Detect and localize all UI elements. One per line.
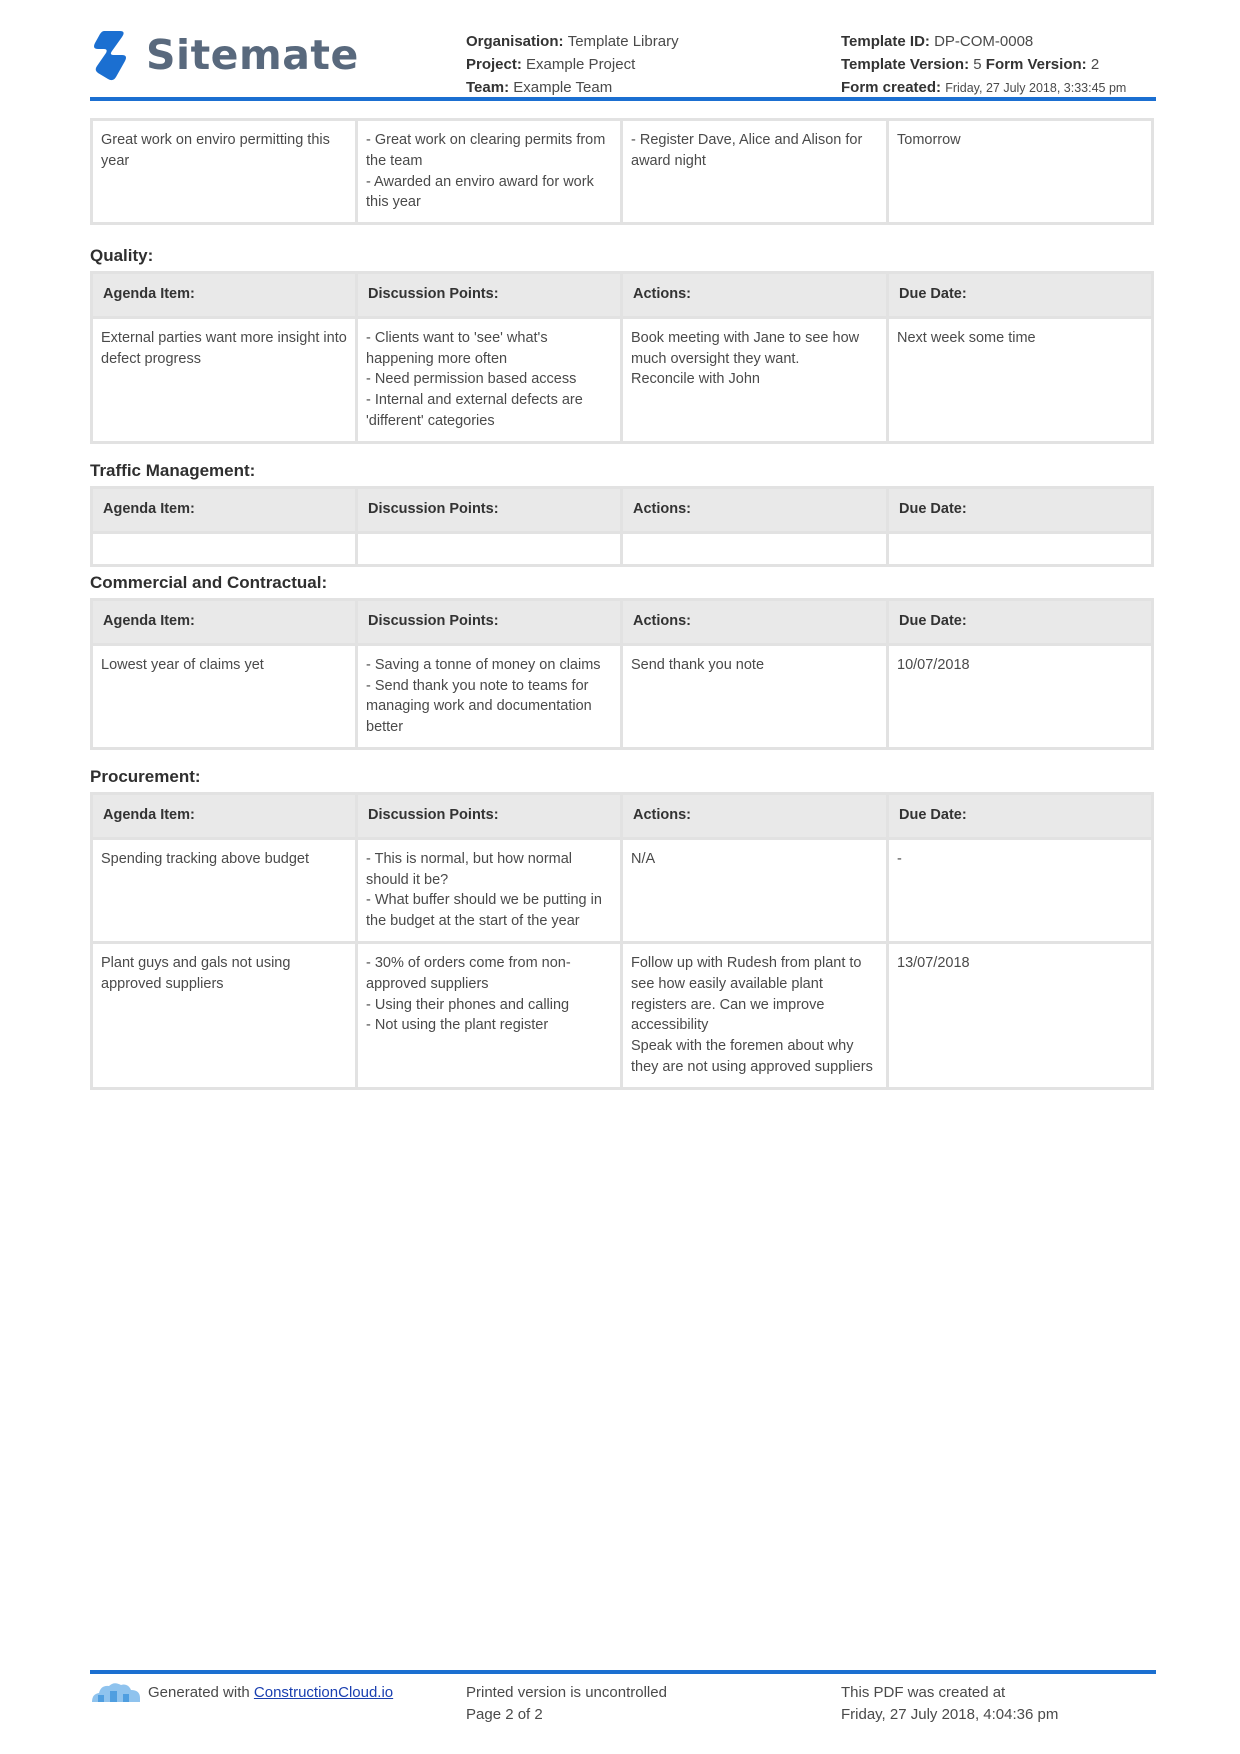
continued-agenda-table [90, 118, 1154, 225]
col-header-actions: Actions: [623, 489, 886, 531]
table-row [93, 840, 1151, 941]
table-row [93, 121, 1151, 222]
generated-with [90, 1682, 393, 1704]
due-cell: - [889, 840, 1151, 941]
col-header-discussion: Discussion Points: [358, 795, 620, 837]
footer-divider [90, 1670, 1156, 1674]
col-header-discussion: Discussion Points: [358, 601, 620, 643]
agenda-cell: Great work on enviro permitting this year [93, 121, 355, 222]
footer-pdf-info [841, 1682, 1058, 1726]
table-header-row [93, 274, 1151, 316]
construction-cloud-icon [90, 1680, 142, 1704]
discussion-cell: - Saving a tonne of money on claims - Send thank you note to teams for managing work and documentation better [358, 646, 620, 747]
actions-cell: Send thank you note [623, 646, 886, 747]
pdf-created-value: Friday, 27 July 2018, 4:04:36 pm [841, 1706, 1059, 1723]
due-cell [889, 534, 1151, 564]
agenda-cell: Spending tracking above budget [93, 840, 355, 941]
template-id-label: Template ID: [841, 33, 930, 50]
col-header-discussion: Discussion Points: [358, 489, 620, 531]
col-header-discussion: Discussion Points: [358, 274, 620, 316]
header-template-info [841, 30, 1126, 100]
table-row [93, 319, 1151, 441]
template-version-value: 5 [973, 56, 982, 73]
project-label: Project: [466, 56, 522, 73]
col-header-due: Due Date: [889, 795, 1151, 837]
actions-cell: N/A [623, 840, 886, 941]
col-header-actions: Actions: [623, 601, 886, 643]
discussion-cell [358, 534, 620, 564]
header-project-info [466, 30, 679, 99]
discussion-cell: - 30% of orders come from non-approved suppliers - Using their phones and calling - Not using the plant register [358, 944, 620, 1087]
col-header-due: Due Date: [889, 601, 1151, 643]
sitemate-logo-icon [90, 28, 134, 82]
col-header-due: Due Date: [889, 489, 1151, 531]
section-title-traffic-management: Traffic Management: [90, 461, 256, 480]
discussion-cell: - This is normal, but how normal should it be? - What buffer should we be putting in the budget at the start of the year [358, 840, 620, 941]
col-header-agenda: Agenda Item: [93, 795, 355, 837]
sitemate-logo [90, 28, 359, 82]
page-number: Page 2 of 2 [466, 1706, 543, 1723]
form-created-value: Friday, 27 July 2018, 3:33:45 pm [945, 81, 1127, 95]
table-row [93, 944, 1151, 1087]
template-id-value: DP-COM-0008 [934, 33, 1034, 50]
table-row-empty [93, 534, 1151, 564]
form-created-label: Form created: [841, 79, 942, 96]
actions-cell: Book meeting with Jane to see how much oversight they want. Reconcile with John [623, 319, 886, 441]
procurement-table [90, 792, 1154, 1090]
due-cell: Tomorrow [889, 121, 1151, 222]
due-cell: 13/07/2018 [889, 944, 1151, 1087]
agenda-cell: External parties want more insight into defect progress [93, 319, 355, 441]
section-title-commercial: Commercial and Contractual: [90, 573, 328, 592]
table-row [93, 646, 1151, 747]
organisation-label: Organisation: [466, 33, 564, 50]
construction-cloud-link[interactable]: ConstructionCloud.io [253, 1684, 394, 1701]
organisation-value: Template Library [567, 33, 679, 50]
quality-table [90, 271, 1154, 444]
due-cell: Next week some time [889, 319, 1151, 441]
pdf-created-label: This PDF was created at [841, 1684, 1006, 1701]
discussion-cell: - Great work on clearing permits from the team - Awarded an enviro award for work this year [358, 121, 620, 222]
actions-cell [623, 534, 886, 564]
col-header-actions: Actions: [623, 274, 886, 316]
generated-prefix: Generated with [148, 1684, 250, 1701]
table-header-row [93, 795, 1151, 837]
team-value: Example Team [513, 79, 613, 96]
team-label: Team: [466, 79, 510, 96]
traffic-management-table [90, 486, 1154, 567]
uncontrolled-notice: Printed version is uncontrolled [466, 1684, 667, 1701]
agenda-cell: Plant guys and gals not using approved suppliers [93, 944, 355, 1087]
col-header-agenda: Agenda Item: [93, 489, 355, 531]
page-header [90, 28, 1156, 98]
commercial-table [90, 598, 1154, 750]
col-header-due: Due Date: [889, 274, 1151, 316]
table-header-row [93, 601, 1151, 643]
form-version-label: Form Version: [985, 56, 1087, 73]
template-version-label: Template Version: [841, 56, 970, 73]
col-header-actions: Actions: [623, 795, 886, 837]
logo-wordmark: Sitemate [146, 31, 359, 79]
section-title-procurement: Procurement: [90, 767, 201, 786]
form-version-value: 2 [1090, 56, 1100, 73]
project-value: Example Project [526, 56, 636, 73]
header-divider [90, 97, 1156, 101]
discussion-cell: - Clients want to 'see' what's happening more often - Need permission based access - Internal and external defects are 'different' categories [358, 319, 620, 441]
due-cell: 10/07/2018 [889, 646, 1151, 747]
actions-cell: - Register Dave, Alice and Alison for award night [623, 121, 886, 222]
agenda-cell [93, 534, 355, 564]
footer-print-info [466, 1682, 667, 1726]
table-header-row [93, 489, 1151, 531]
agenda-cell: Lowest year of claims yet [93, 646, 355, 747]
col-header-agenda: Agenda Item: [93, 274, 355, 316]
section-title-quality: Quality: [90, 246, 154, 265]
actions-cell: Follow up with Rudesh from plant to see how easily available plant registers are. Can we improve accessibility Speak with the foremen about why they are not using approved suppliers [623, 944, 886, 1087]
col-header-agenda: Agenda Item: [93, 601, 355, 643]
